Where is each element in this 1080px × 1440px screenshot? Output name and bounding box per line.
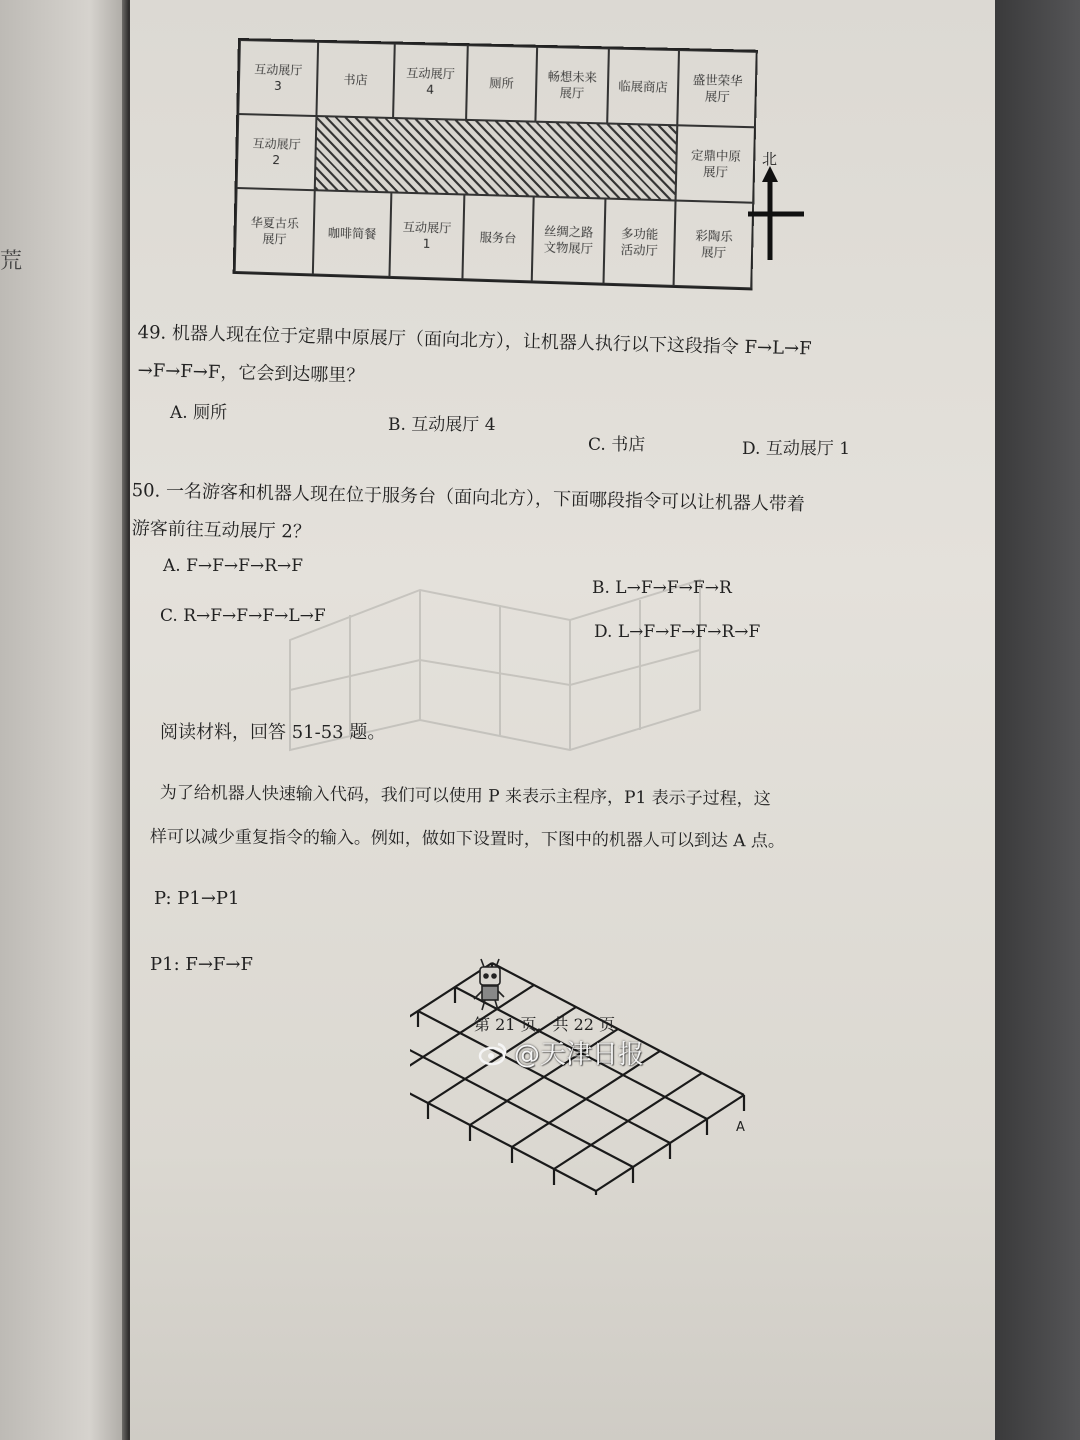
reading-paragraph-line1: 为了给机器人快速输入代码，我们可以使用 P 来表示主程序，P1 表示子过程，这 [159, 782, 771, 810]
q50-option-d: D. L→F→F→F→R→F [594, 622, 761, 642]
floor-plan-room: 丝绸之路 文物展厅 [532, 196, 606, 283]
reading-title: 阅读材料，回答 51-53 题。 [160, 722, 386, 743]
publisher-watermark [478, 1034, 644, 1071]
floor-plan-room: 畅想未来 展厅 [535, 47, 608, 124]
desk-background [995, 0, 1080, 1440]
floor-plan-room: 互动展厅 4 [393, 44, 468, 120]
q49-option-a: A. 厕所 [170, 403, 228, 423]
subprocedure-definition: P1: F→F→F [150, 954, 253, 975]
left-facing-page [0, 0, 128, 1440]
floor-plan-room: 互动展厅 3 [238, 40, 318, 116]
floor-plan-room: 互动展厅 1 [389, 192, 464, 279]
q49-option-d: D. 互动展厅 1 [742, 439, 851, 459]
floor-plan-room: 多功能 活动厅 [603, 199, 675, 286]
target-point-label: A [736, 1120, 745, 1135]
museum-floor-plan [232, 38, 758, 325]
floor-plan-room: 彩陶乐 展厅 [674, 201, 755, 289]
q49-stem-line2: →F→F→F，它会到达哪里？ [137, 359, 365, 387]
q50-option-b: B. L→F→F→F→R [592, 578, 732, 598]
left-page-edge-character: 荒 [0, 249, 23, 274]
q50-option-c: C. R→F→F→F→L→F [160, 606, 326, 626]
floor-plan-room: 华夏古乐 展厅 [235, 188, 315, 274]
floor-plan-room: 咖啡简餐 [313, 190, 392, 277]
reading-paragraph-line2: 样可以减少重复指令的输入。例如，做如下设置时，下图中的机器人可以到达 A 点。 [149, 826, 786, 852]
robot-grid-figure [410, 955, 840, 1195]
floor-plan-room: 临展商店 [607, 48, 679, 125]
floor-plan-room: 定鼎中原 展厅 [676, 125, 757, 202]
north-label: 北 [762, 150, 778, 168]
floor-plan-room: 书店 [316, 42, 394, 118]
floor-plan-room: 互动展厅 2 [237, 114, 317, 190]
main-program-definition: P: P1→P1 [154, 888, 240, 909]
q50-option-a: A. F→F→F→R→F [163, 556, 304, 576]
floor-plan-room: 服务台 [462, 194, 533, 281]
floor-plan-room: 盛世荣华 展厅 [677, 50, 758, 127]
q49-stem-line1: 49. 机器人现在位于定鼎中原展厅（面向北方），让机器人执行以下这段指令 F→L→F [137, 321, 812, 360]
q49-option-b: B. 互动展厅 4 [388, 415, 496, 435]
q50-stem-line2: 游客前往互动展厅 2？ [131, 517, 312, 543]
watermark-text: @天津日报 [514, 1040, 645, 1070]
floor-plan-room: 厕所 [466, 45, 537, 121]
compass [742, 148, 812, 268]
q49-option-c: C. 书店 [588, 435, 646, 455]
page-number: 第 21 页，共 22 页 [474, 1015, 616, 1034]
floor-plan-grid [233, 38, 758, 290]
hatched-courtyard [315, 116, 678, 200]
q50-stem-line1: 50. 一名游客和机器人现在位于服务台（面向北方），下面哪段指令可以让机器人带着 [131, 479, 806, 516]
weibo-logo-icon [478, 1040, 508, 1066]
